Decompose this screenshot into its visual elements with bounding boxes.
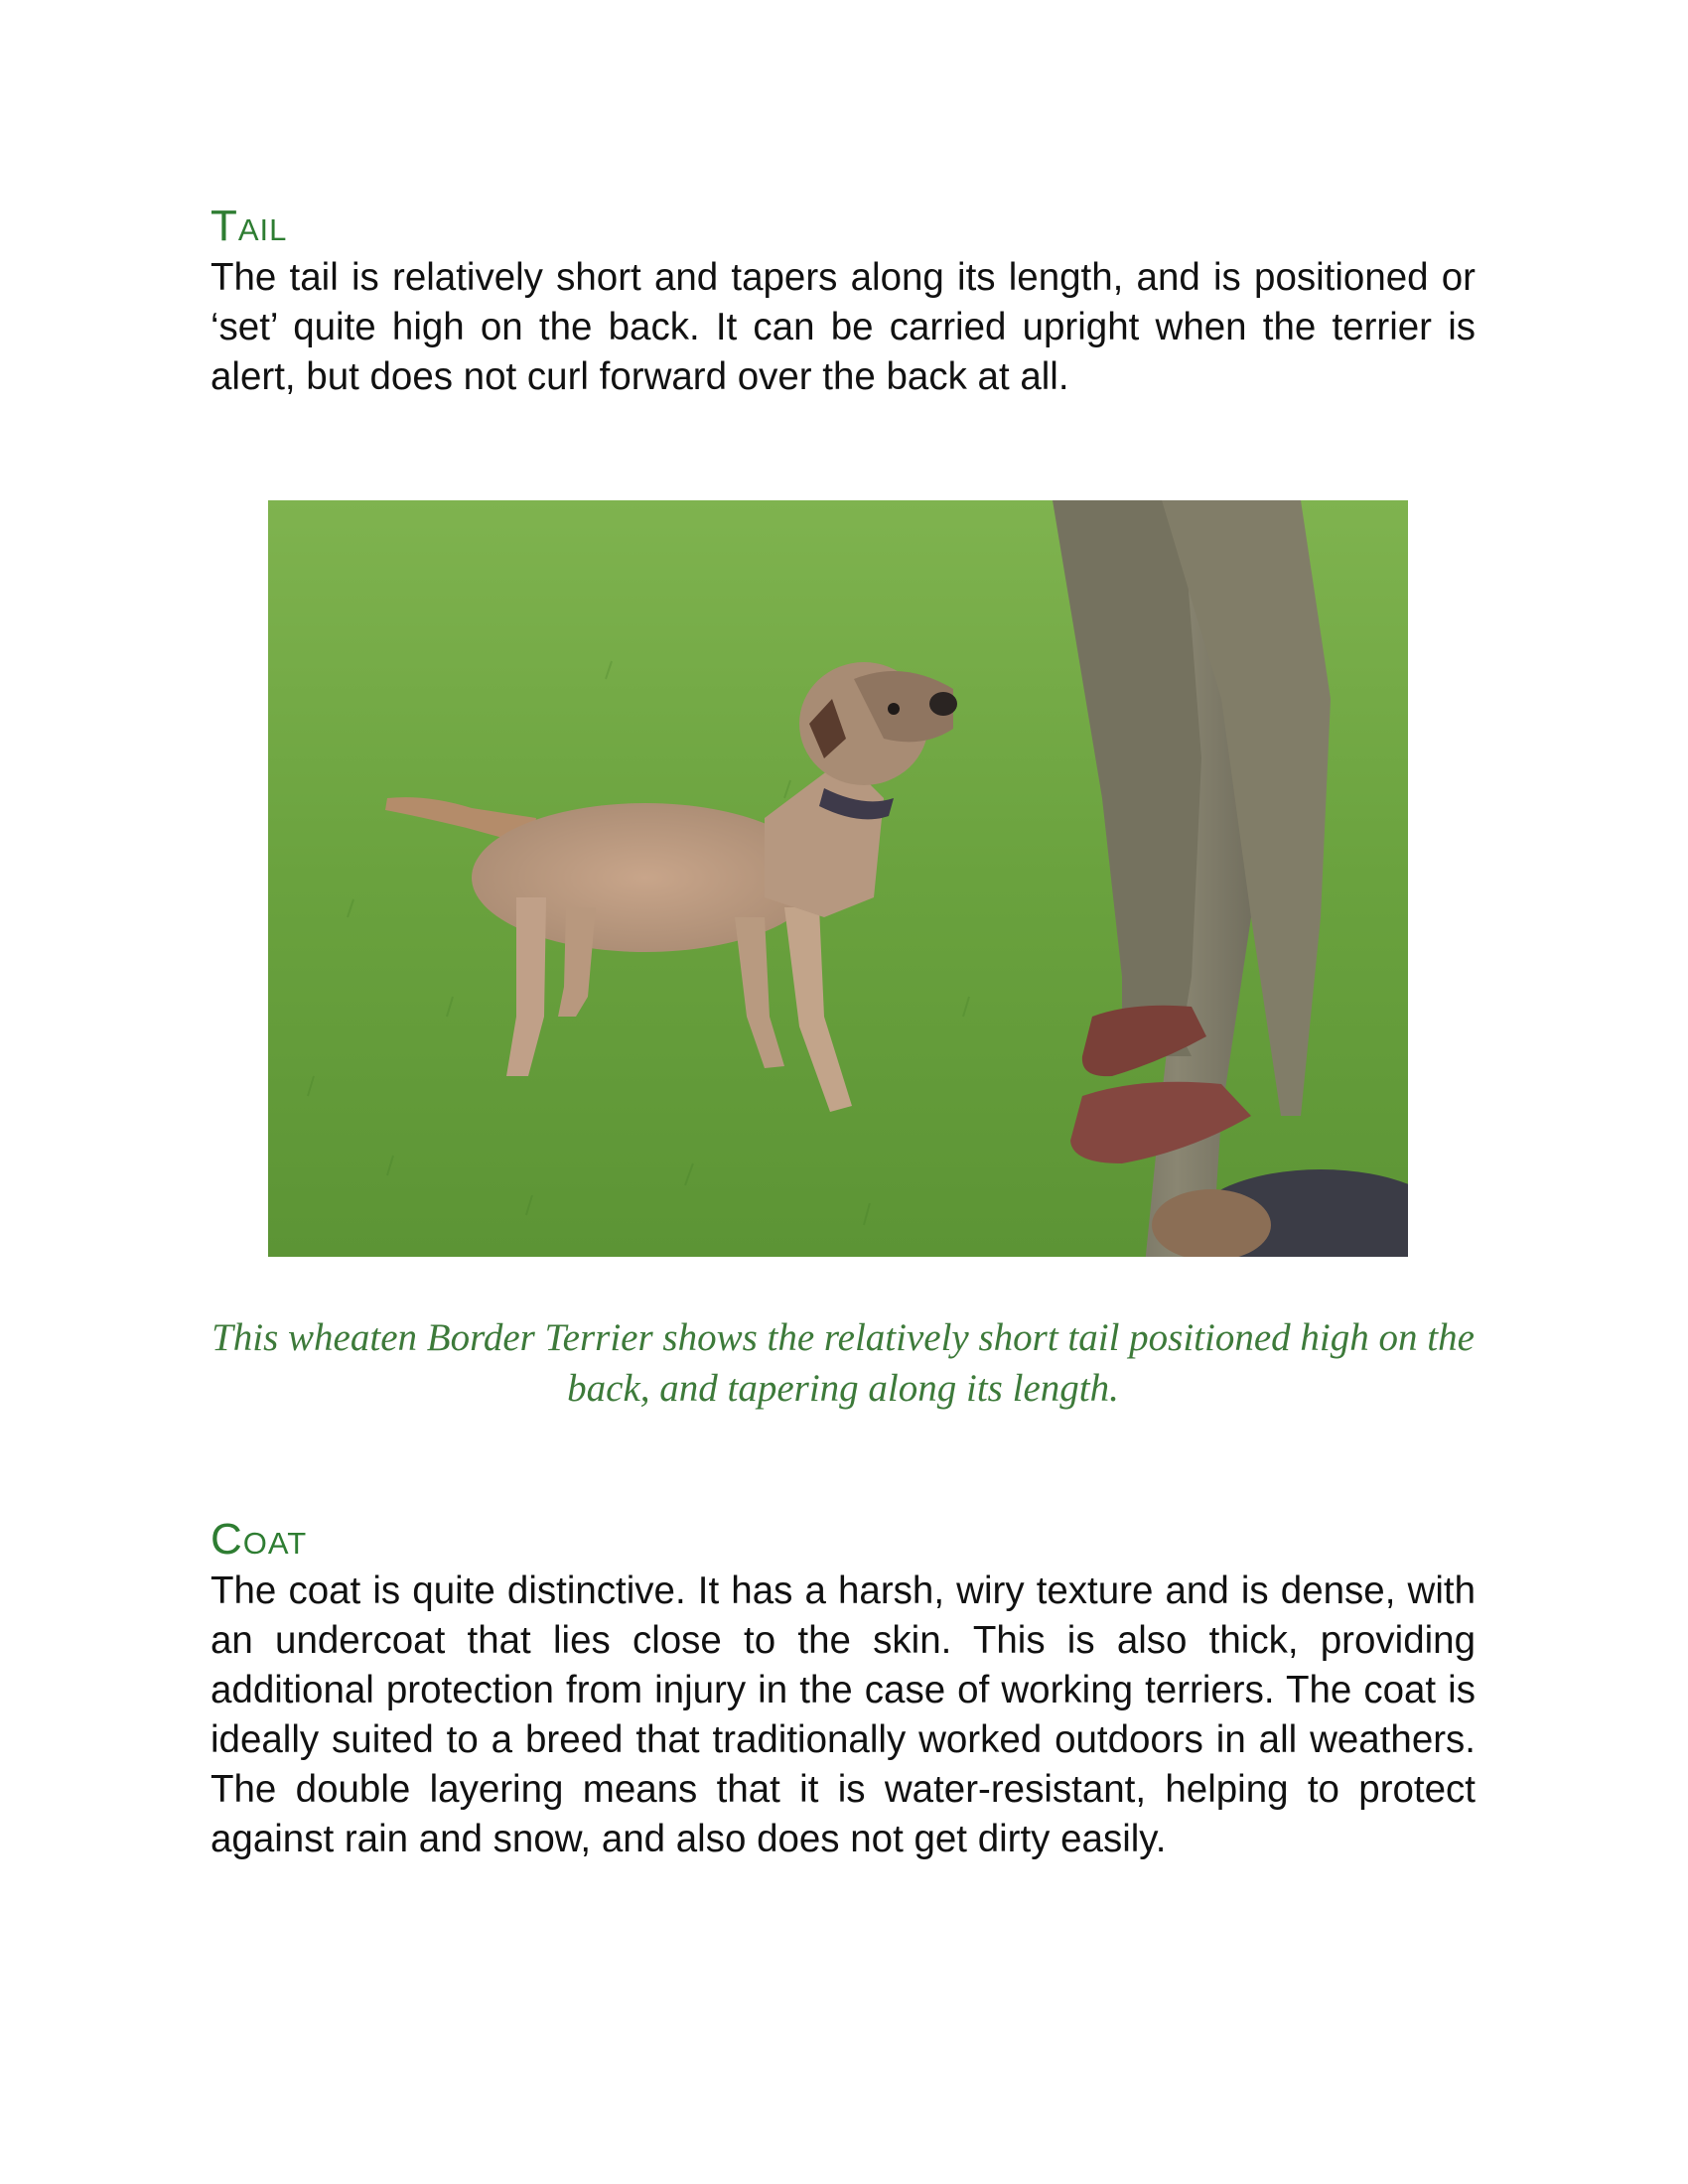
section-body-coat: The coat is quite distinctive. It has a harsh, wiry texture and is dense, with an undercoat that lies close to the skin. This is also thick, providing additional protection from injury in the case of working terriers. The coat is ideally suited to a breed that traditionally worked outdoors in all weathers. The double layering means that it is water-resistant, helping to protect against rain and snow, and also does not get dirty easily. [211, 1570, 1476, 1860]
figure-caption: This wheaten Border Terrier shows the relatively short tail positioned high on the back, and tapering along its length. [211, 1316, 1475, 1410]
section-body-tail: The tail is relatively short and tapers along its length, and is positioned or ‘set’ quite high on the back. It can be carried upright when the terrier is alert, but does not curl forward over the back at all. [211, 256, 1476, 398]
section-heading-tail: Tail [211, 202, 288, 250]
border-terrier-photo [268, 500, 1408, 1257]
section-heading-coat: Coat [211, 1515, 308, 1564]
